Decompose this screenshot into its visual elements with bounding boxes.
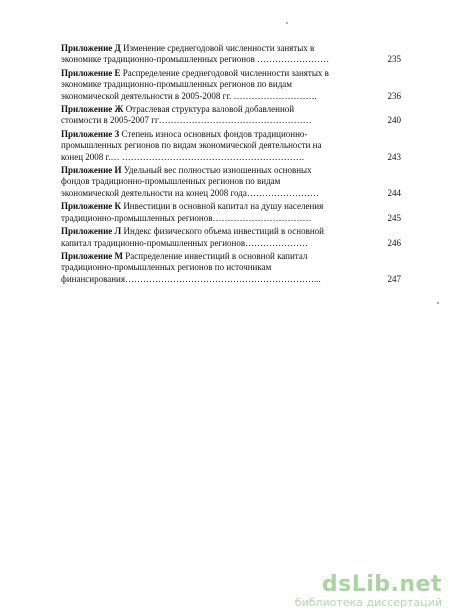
entry-title-line: Инвестиции в основной капитал на душу населения [121,201,324,212]
entry-title-line: экономике традиционно-промышленных регионов …………………… [61,54,330,65]
toc-entry-appendix-d[interactable] [61,43,401,66]
entry-title-line: Изменение среднегодовой численности занятых в [120,43,315,53]
toc-entry-appendix-zh[interactable] [61,104,401,127]
toc-entry-appendix-i[interactable] [61,165,401,199]
entry-title-line: финансирования………………………………………………………... [61,273,321,284]
entry-title-line: капитал традиционно-промышленных регионов………………… [61,237,309,248]
entry-title-line: экономике традиционно-промышленных регионов по видам [61,79,292,90]
entry-title-line: Удельный вес полностью изношенных основных [121,165,312,176]
entry-title-line: Распределение среднегодовой численности занятых в [120,67,329,78]
entry-title-line: стоимости в 2005-2007 гг…………………………………………… [61,115,312,126]
toc-entry-appendix-e[interactable] [61,68,401,102]
entry-label: Приложение Д [61,43,121,53]
entry-label: Приложение Л [61,226,122,237]
page-number: 240 [387,115,401,126]
entry-title-line: традиционно-промышленных регионов…………………………… [61,212,312,223]
entry-label: Приложение К [61,201,122,212]
scan-speck [437,302,439,304]
entry-title-line: промышленных регионов по видам экономической деятельности на [61,140,322,151]
scan-speck [286,22,288,24]
entry-title-line: конец 2008 г.… ……………………………………………………. [61,151,304,162]
entry-label: Приложение И [61,165,122,176]
page-number: 244 [387,187,401,198]
page-number: 235 [387,54,401,65]
entry-label: Приложение Е [61,67,121,78]
watermark-logo: dsLib.net [321,572,442,597]
entry-title-line: экономической деятельности на конец 2008 года…………………… [61,187,319,198]
page-number: 246 [387,237,401,248]
watermark-subtitle: библиотека диссертаций [294,596,442,609]
entry-title-line: Степень износа основных фондов традиционно- [119,128,308,139]
page-number: 236 [387,90,401,101]
entry-title-line: Отраслевая структура валовой добавленной [123,104,295,115]
entry-label: Приложение М [61,250,124,261]
entry-label: Приложение З [61,128,120,139]
toc-entry-appendix-l[interactable] [61,226,401,249]
entry-title-line: традиционно-промышленных регионов по источникам [61,262,272,273]
site-watermark[interactable] [295,574,442,609]
table-of-contents [61,43,401,287]
entry-title-line: Распределение инвестиций в основной капитал [123,250,308,261]
page-number: 245 [387,212,401,223]
page-number: 243 [387,151,401,162]
toc-entry-appendix-m[interactable] [61,251,401,285]
toc-entry-appendix-z[interactable] [61,129,401,163]
entry-title-line: Индекс физического объема инвестиций в основной [121,226,324,237]
entry-label: Приложение Ж [61,104,124,115]
entry-title-line: экономической деятельности в 2005-2008 гг. ………………………. [61,90,317,101]
entry-title-line: фондов традиционно-промышленных регионов по видам [61,176,281,187]
page-number: 247 [387,273,401,284]
toc-entry-appendix-k[interactable] [61,201,401,224]
